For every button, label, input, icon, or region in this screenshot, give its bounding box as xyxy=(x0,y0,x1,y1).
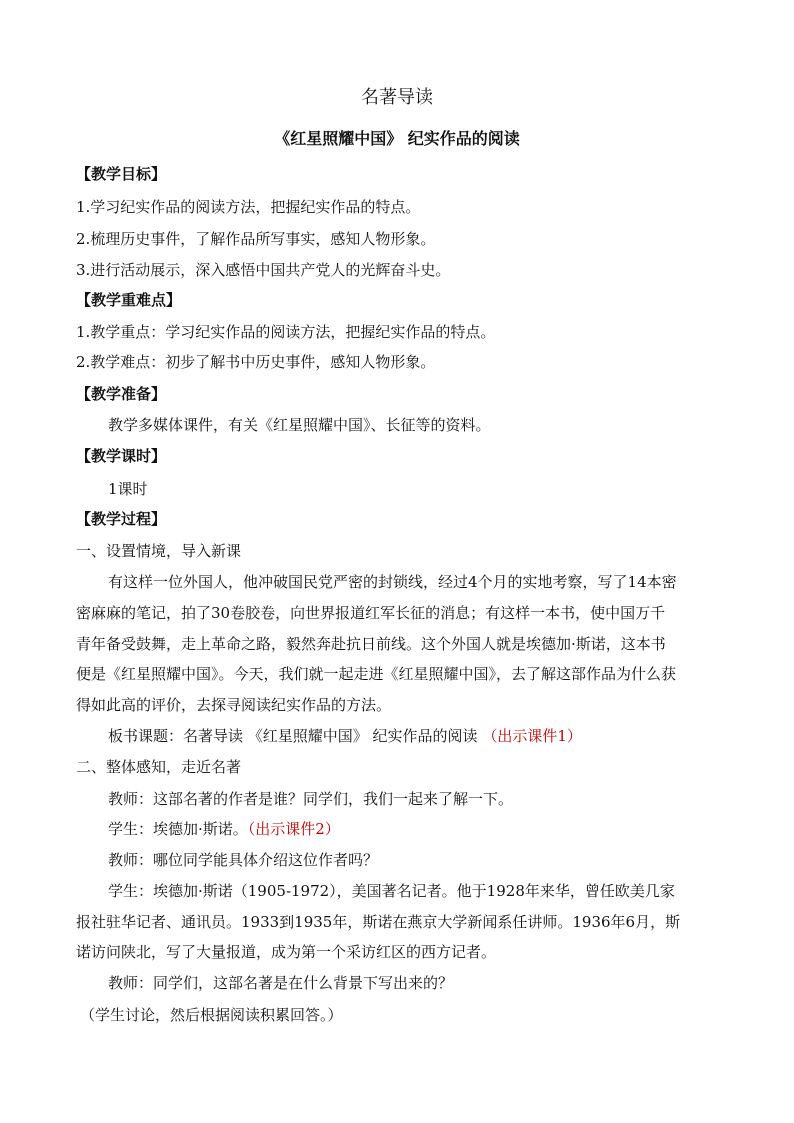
process-heading: 【教学过程】 xyxy=(76,510,167,528)
hours-heading: 【教学课时】 xyxy=(76,447,167,465)
keypoint-item: 1.教学重点：学习纪实作品的阅读方法，把握纪实作品的特点。 xyxy=(76,323,496,341)
student-answer-line: 报社驻华记者、通讯员。1933到1935年，斯诺在燕京大学新闻系任讲师。1936年6月，斯 xyxy=(76,913,681,931)
section1-paragraph-line: 有这样一位外国人，他冲破国民党严密的封锁线，经过4个月的实地考察，写了14本密 xyxy=(108,573,677,591)
board-text: 板书课题：名著导读 《红星照耀中国》 纪实作品的阅读 xyxy=(108,727,478,745)
prep-text: 教学多媒体课件，有关《红星照耀中国》、长征等的资料。 xyxy=(108,416,491,434)
objective-item: 3.进行活动展示，深入感悟中国共产党人的光辉奋斗史。 xyxy=(76,261,451,279)
prep-heading: 【教学准备】 xyxy=(76,385,167,403)
teacher-question: 教师：同学们，这部名著是在什么背景下写出来的？ xyxy=(108,974,454,992)
student-note: （学生讨论，然后根据阅读积累回答。） xyxy=(80,1006,343,1024)
section1-heading: 一、设置情境，导入新课 xyxy=(76,542,242,560)
board-note: （出示课件1） xyxy=(482,727,582,745)
objective-item: 1.学习纪实作品的阅读方法，把握纪实作品的特点。 xyxy=(76,198,421,216)
teacher-question: 教师：这部名著的作者是谁？同学们，我们一起来了解一下。 xyxy=(108,790,514,808)
objectives-heading: 【教学目标】 xyxy=(76,165,167,183)
student-answer-line: 诺访问陕北，写了大量报道，成为第一个采访红区的西方记者。 xyxy=(76,943,497,961)
student-answer: 学生：埃德加·斯诺。 xyxy=(108,820,248,838)
section1-paragraph-line: 便是《红星照耀中国》。今天，我们就一起走进《红星照耀中国》，去了解这部作品为什么获 xyxy=(76,665,677,683)
student-answer-line: 学生：埃德加·斯诺（1905-1972），美国著名记者。他于1928年来华，曾任欧美几家 xyxy=(108,882,675,900)
student-answer-note: （出示课件2） xyxy=(247,820,340,838)
keypoint-item: 2.教学难点：初步了解书中历史事件，感知人物形象。 xyxy=(76,353,436,371)
student-answer-line xyxy=(108,819,728,839)
keypoints-heading: 【教学重难点】 xyxy=(76,291,182,309)
section2-heading: 二、整体感知，走近名著 xyxy=(76,758,242,776)
section1-paragraph-line: 青年备受鼓舞，走上革命之路，毅然奔赴抗日前线。这个外国人就是埃德加·斯诺，这本书 xyxy=(76,635,666,653)
hours-text: 1课时 xyxy=(108,480,148,498)
page-subtitle: 《红星照耀中国》 纪实作品的阅读 xyxy=(274,129,520,148)
board-line xyxy=(108,726,728,746)
section1-paragraph-line: 密麻麻的笔记，拍了30卷胶卷，向世界报道红军长征的消息；有这样一本书，使中国万千 xyxy=(76,604,666,622)
objective-item: 2.梳理历史事件，了解作品所写事实，感知人物形象。 xyxy=(76,230,436,248)
teacher-question: 教师：哪位同学能具体介绍这位作者吗？ xyxy=(108,851,379,869)
section1-paragraph-line: 得如此高的评价，去探寻阅读纪实作品的方法。 xyxy=(76,696,392,714)
page-title: 名著导读 xyxy=(361,87,433,108)
